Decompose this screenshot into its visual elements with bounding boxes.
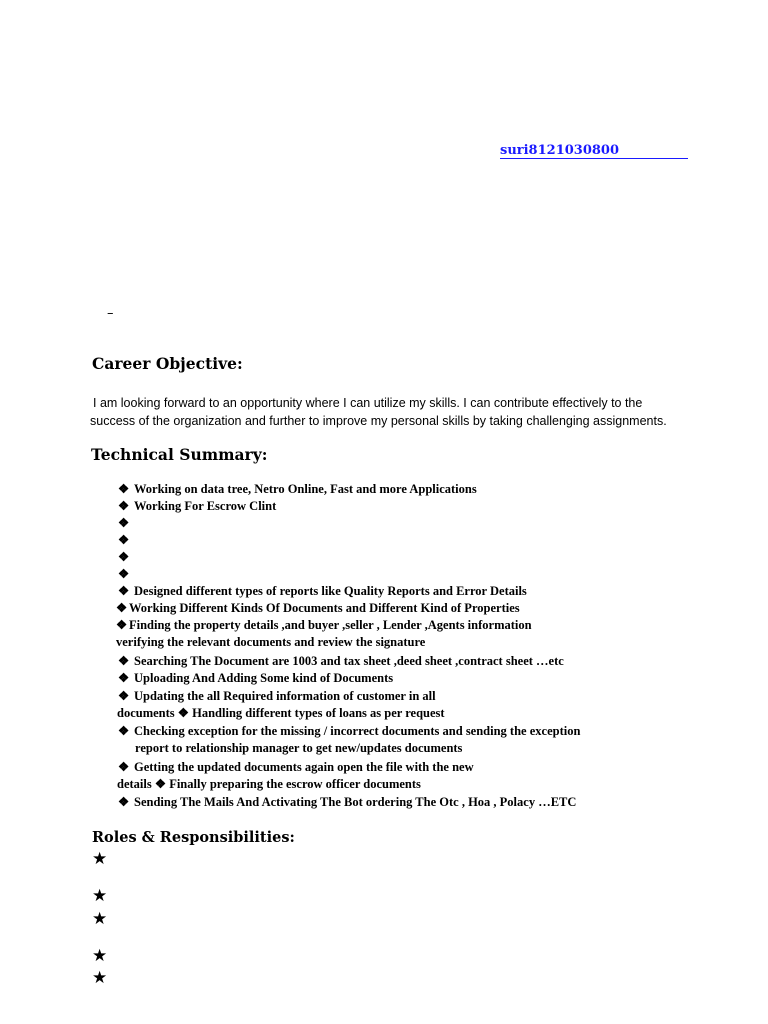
diamond-bullet-icon: ❖	[116, 601, 128, 615]
summary-item	[118, 549, 134, 567]
star-bullet-icon: ★	[92, 909, 108, 929]
diamond-bullet-icon: ❖	[118, 724, 130, 738]
summary-item	[118, 794, 576, 812]
diamond-bullet-icon: ❖	[116, 618, 128, 632]
objective-line-2: success of the organization and further to improve my personal skills by taking challenging assignments.	[90, 414, 667, 428]
diamond-bullet-icon: ❖	[118, 760, 130, 774]
objective-line-1: I am looking forward to an opportunity where I can utilize my skills. I can contribute effectively to the	[93, 396, 643, 410]
summary-item-text: Working For Escrow Clint	[134, 499, 277, 513]
star-bullet-icon: ★	[92, 968, 108, 988]
diamond-bullet-icon: ❖	[118, 533, 130, 547]
diamond-bullet-icon: ❖	[118, 516, 130, 530]
summary-item	[116, 600, 520, 618]
summary-item	[118, 759, 474, 777]
roles-heading: Roles & Responsibilities:	[92, 829, 295, 846]
summary-item-text: Sending The Mails And Activating The Bot ordering The Otc , Hoa , Polacy …ETC	[134, 795, 577, 809]
summary-item-text: Handling different types of loans as per request	[192, 706, 445, 720]
career-objective-heading: Career Objective:	[92, 354, 243, 373]
star-bullet-icon: ★	[92, 946, 108, 966]
diamond-bullet-icon: ❖	[118, 654, 130, 668]
summary-item-text: details	[117, 777, 152, 791]
summary-item-text: Uploading And Adding Some kind of Documents	[134, 671, 394, 685]
email-link[interactable]: suri8121030800	[500, 143, 688, 159]
summary-item-continuation	[117, 776, 421, 794]
summary-item-text: Working on data tree, Netro Online, Fast and more Applications	[134, 482, 477, 496]
star-bullet-icon: ★	[92, 849, 108, 869]
summary-item-text: Working Different Kinds Of Documents and Different Kind of Properties	[129, 601, 520, 615]
summary-item-text: Finally preparing the escrow officer documents	[169, 777, 421, 791]
dash-mark: –	[107, 306, 114, 321]
diamond-bullet-icon: ❖	[118, 689, 130, 703]
summary-item	[118, 723, 580, 741]
diamond-bullet-icon: ❖	[118, 671, 130, 685]
summary-item-text: Updating the all Required information of customer in all	[134, 689, 436, 703]
summary-item	[118, 583, 527, 601]
diamond-bullet-icon: ❖	[118, 567, 130, 581]
summary-item	[118, 670, 393, 688]
diamond-bullet-icon: ❖	[118, 482, 130, 496]
summary-item	[118, 566, 134, 584]
summary-item-continuation: verifying the relevant documents and review the signature	[116, 635, 426, 649]
summary-item-text: Getting the updated documents again open the file with the new	[134, 760, 474, 774]
star-bullet-icon: ★	[92, 886, 108, 906]
summary-item-continuation	[117, 705, 445, 723]
summary-item-text: Searching The Document are 1003 and tax sheet ,deed sheet ,contract sheet …etc	[134, 654, 564, 668]
summary-item	[118, 481, 477, 499]
diamond-bullet-icon: ❖	[118, 584, 130, 598]
summary-item	[118, 498, 276, 516]
technical-summary-heading: Technical Summary:	[91, 445, 268, 464]
summary-item-text: Designed different types of reports like Quality Reports and Error Details	[134, 584, 527, 598]
summary-item	[116, 617, 532, 635]
diamond-bullet-icon: ❖	[118, 499, 130, 513]
summary-item-text: Finding the property details ,and buyer ,seller , Lender ,Agents information	[129, 618, 532, 632]
diamond-bullet-icon: ❖	[118, 550, 130, 564]
summary-item	[118, 515, 134, 533]
summary-item	[118, 653, 564, 671]
diamond-bullet-icon: ❖	[118, 795, 130, 809]
summary-item-continuation: report to relationship manager to get new/updates documents	[135, 741, 463, 755]
summary-item-text: Checking exception for the missing / incorrect documents and sending the exception	[134, 724, 581, 738]
summary-item-text: documents	[117, 706, 175, 720]
summary-item	[118, 688, 436, 706]
diamond-bullet-icon: ❖	[177, 706, 189, 720]
summary-item	[118, 532, 134, 550]
diamond-bullet-icon: ❖	[154, 777, 167, 791]
